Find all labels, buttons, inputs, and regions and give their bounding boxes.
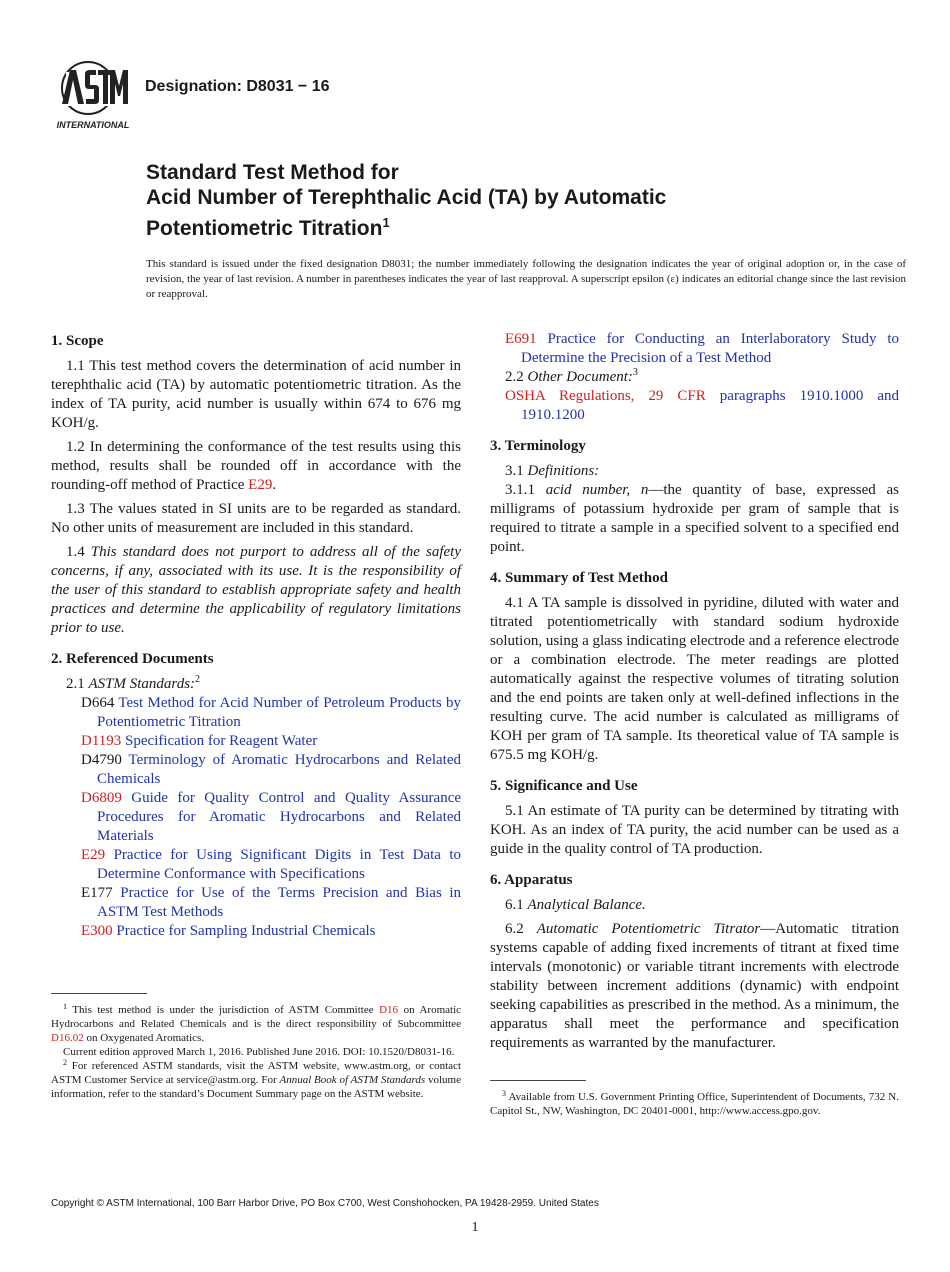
copyright-notice: Copyright © ASTM International, 100 Barr Harbor Drive, PO Box C700, West Conshohocken, PA 19428-2959. United States bbox=[51, 1198, 599, 1209]
ref-item-osha[interactable]: OSHA Regulations, 29 CFR paragraphs 1910.1000 and 1910.1200 bbox=[505, 388, 899, 423]
title-line-1: Standard Test Method for bbox=[146, 161, 399, 184]
footnotes-right bbox=[490, 1090, 899, 1118]
paragraph-5-1: 5.1 An estimate of TA purity can be determined by titrating with KOH. As an index of TA purity, the acid number can be used as a guide in the quality control of TA production. bbox=[490, 803, 899, 857]
paragraph-2-1: 2.1 ASTM Standards:$^2$ bbox=[66, 674, 201, 692]
paragraph-4-1: 4.1 A TA sample is dissolved in pyridine, diluted with water and titrated potentiometrically with standard sodium hydroxide solution, using a glass indicating electrode and a reference electrode or a combination electrode. The meter readings are plotted automatically against the respective volumes of titrating solution and the end points are taken only at well-defined inflections in the resulting curve. The acid number is calculated as milligrams of KOH per gram of TA sample. Its theoretical value of TA sample is 675.5 mg KOH/g. bbox=[490, 595, 899, 763]
right-column bbox=[490, 330, 899, 1058]
ref-item-d4790[interactable]: D4790 Terminology of Aromatic Hydrocarbons and Related Chemicals bbox=[81, 752, 462, 787]
ref-item-d1193[interactable]: D1193 Specification for Reagent Water bbox=[81, 733, 318, 749]
paragraph-1-3: 1.3 The values stated in SI units are to be regarded as standard. No other units of measurement are included in this standard. bbox=[51, 501, 461, 536]
page-number: 1 bbox=[471, 1220, 479, 1235]
paragraph-2-2: 2.2 Other Document:$^3$ bbox=[505, 367, 638, 385]
paragraph-3-1-1: 3.1.1 acid number, n—the quantity of base, expressed as milligrams of potassium hydroxide per gram of sample that is required to titrate a sample in a specified solvent to a specified end point. bbox=[490, 482, 899, 555]
section-heading-summary: 4. Summary of Test Method bbox=[490, 570, 668, 586]
link-e29[interactable]: E29 bbox=[248, 477, 273, 493]
footnote-2: $^2$ For referenced ASTM standards, visit the ASTM website, www.astm.org, or contact ASTM Customer Service at service@astm.org. For Annual Book of ASTM Standards volume information, refer to the standard’s Document Summary page on the ASTM website. bbox=[51, 1058, 461, 1100]
preamble: This standard is issued under the fixed designation D8031; the number immediately following the designation indicates the year of original adoption or, in the case of revision, the year of last revision. A number in parentheses indicates the year of last reapproval. A superscript epsilon (ε) indicates an editorial change since the last revision or reapproval. bbox=[146, 258, 906, 300]
paragraph-3-1: 3.1 Definitions: bbox=[505, 463, 600, 479]
title-footnote-mark[interactable]: 1 bbox=[382, 215, 390, 230]
ref-item-d664[interactable]: D664 Test Method for Acid Number of Petroleum Products by Potentiometric Titration bbox=[81, 695, 461, 730]
footnote-3: $^3$ Available from U.S. Government Printing Office, Superintendent of Documents, 732 N. Capitol St., NW, Washington, DC 20401-0001, http://www.access.gpo.gov. bbox=[490, 1089, 899, 1117]
section-heading-apparatus: 6. Apparatus bbox=[490, 872, 573, 888]
paragraph-1-4: 1.4 This standard does not purport to address all of the safety concerns, if any, associated with its use. It is the responsibility of the user of this standard to establish appropriate safety and health practices and determine the applicability of regulatory limitations prior to use. bbox=[51, 544, 461, 636]
section-heading-significance: 5. Significance and Use bbox=[490, 778, 638, 794]
footnote-1: $^1$ This test method is under the jurisdiction of ASTM Committee D16 on Aromatic Hydrocarbons and Related Chemicals and is the direct responsibility of Subcommittee D16.02 on Oxygenated Aromatics. bbox=[51, 1002, 462, 1044]
footnote-divider-right bbox=[490, 1080, 586, 1081]
designation: Designation: D8031 − 16 bbox=[145, 78, 330, 95]
astm-logo-icon bbox=[52, 58, 134, 132]
section-heading-terminology: 3. Terminology bbox=[490, 438, 586, 454]
ref-item-d6809[interactable]: D6809 Guide for Quality Control and Quality Assurance Procedures for Aromatic Hydrocarbons and Related Materials bbox=[81, 790, 462, 844]
link-d16-02[interactable]: D16.02 bbox=[51, 1032, 84, 1044]
paragraph-6-1: 6.1 Analytical Balance. bbox=[505, 897, 646, 913]
link-d16[interactable]: D16 bbox=[379, 1004, 399, 1016]
ref-item-e29[interactable]: E29 Practice for Using Significant Digits in Test Data to Determine Conformance with Specifications bbox=[81, 847, 462, 882]
ref-item-e177[interactable]: E177 Practice for Use of the Terms Precision and Bias in ASTM Test Methods bbox=[81, 885, 462, 920]
paragraph-1-2: 1.2 In determining the conformance of the test results using this method, results shall be rounded off in accordance with the rounding-off method of Practice E29. bbox=[51, 439, 461, 493]
section-heading-scope: 1. Scope bbox=[51, 333, 104, 349]
title-line-2: Acid Number of Terephthalic Acid (TA) by Automatic bbox=[146, 186, 667, 209]
paragraph-6-2: 6.2 Automatic Potentiometric Titrator—Automatic titration systems capable of adding fixed increments of titrant at fixed time intervals (monotonic) or variable titrant increments with electrode stability between increment additions (dynamic) with endpoint seeking capabilities as prescribed in the method. As a minimum, the apparatus shall meet the performance and specification requirements as warranted by the manufacturer. bbox=[490, 921, 899, 1051]
logo-wordmark: INTERNATIONAL bbox=[56, 120, 130, 130]
title-line-3: Potentiometric Titration$^1$ bbox=[146, 215, 390, 240]
ref-item-e691[interactable]: E691 Practice for Conducting an Interlaboratory Study to Determine the Precision of a Test Method bbox=[505, 331, 899, 366]
footnote-divider-left bbox=[51, 993, 147, 994]
ref-item-e300[interactable]: E300 Practice for Sampling Industrial Chemicals bbox=[81, 923, 376, 939]
paragraph-1-1: 1.1 This test method covers the determination of acid number in terephthalic acid (TA) by automatic potentiometric titration. As the index of TA purity, acid number is usually within 674 to 676 mg KOH/g. bbox=[51, 358, 461, 431]
footnotes-left bbox=[51, 1003, 461, 1101]
document-title bbox=[146, 160, 886, 241]
astm-logo bbox=[52, 58, 134, 132]
left-column bbox=[51, 330, 461, 941]
footnote-1-edition: Current edition approved March 1, 2016. Published June 2016. DOI: 10.1520/D8031-16. bbox=[63, 1046, 455, 1058]
section-heading-referenced: 2. Referenced Documents bbox=[51, 651, 214, 667]
